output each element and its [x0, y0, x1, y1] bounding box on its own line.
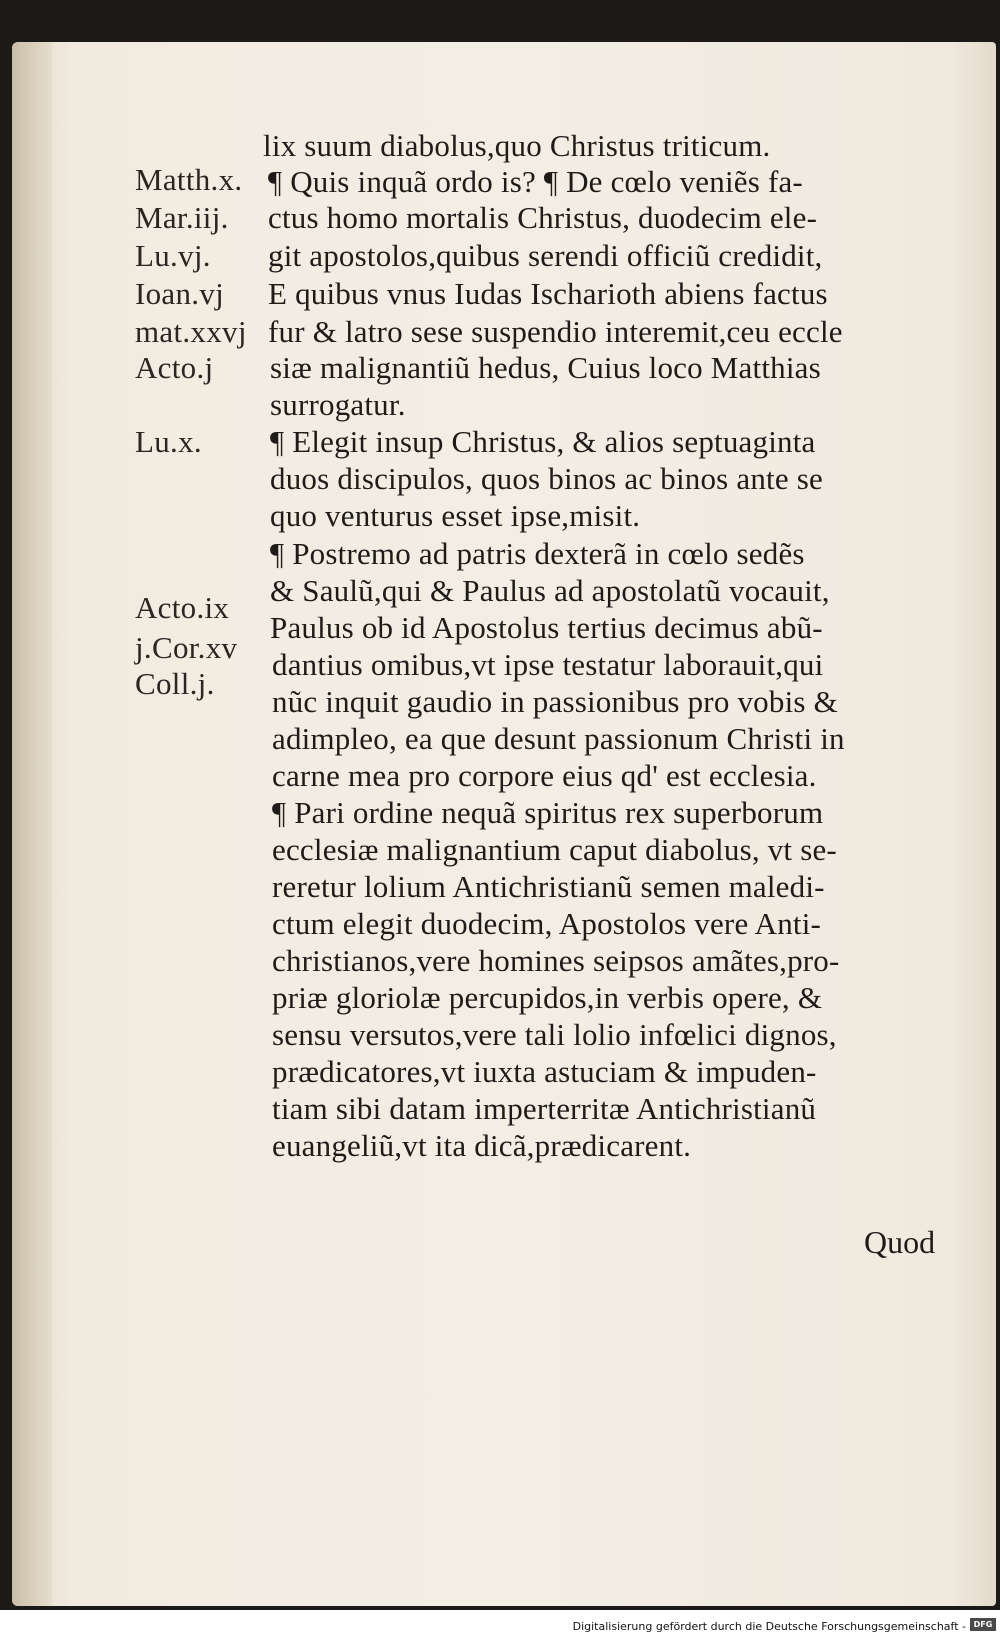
text-line: fur & latro sese suspendio interemit,ceu eccle: [268, 314, 843, 349]
text-line: reretur lolium Antichristianũ semen maledi-: [272, 869, 825, 904]
text-line: ctus homo mortalis Christus, duodecim ele-: [268, 200, 818, 235]
text-line: duos discipulos, quos binos ac binos ante se: [270, 461, 823, 496]
text-line: prædicatores,vt iuxta astuciam & impuden-: [272, 1054, 817, 1089]
margin-note: Acto.ix: [135, 590, 230, 625]
text-line: tiam sibi datam imperterritæ Antichristianũ: [272, 1091, 817, 1126]
margin-note: Coll.j.: [135, 666, 215, 701]
text-line: lix suum diabolus,quo Christus triticum.: [263, 128, 771, 163]
text-line: quo venturus esset ipse,misit.: [270, 498, 641, 533]
text-line: ecclesiæ malignantium caput diabolus, vt se-: [272, 832, 837, 867]
margin-note: Lu.vj.: [135, 238, 211, 273]
text-line: ¶ Elegit insup Christus, & alios septuaginta: [270, 424, 816, 459]
catchword: Quod: [864, 1224, 936, 1260]
text-line: carne mea pro corpore eius qd' est ecclesia.: [272, 758, 817, 793]
text-line: priæ gloriolæ percupidos,in verbis opere, &: [272, 980, 823, 1015]
margin-note: j.Cor.xv: [135, 630, 238, 665]
margin-note: Matth.x.: [135, 162, 243, 197]
text-line: Paulus ob id Apostolus tertius decimus abũ-: [270, 610, 823, 645]
text-line: E quibus vnus Iudas Ischarioth abiens factus: [268, 276, 828, 311]
text-line: ¶ Pari ordine nequã spiritus rex superborum: [272, 795, 824, 830]
text-line: surrogatur.: [270, 387, 406, 422]
text-line: adimpleo, ea que desunt passionum Christi in: [272, 721, 845, 756]
funding-credit: Digitalisierung gefördert durch die Deutsche Forschungsgemeinschaft -: [572, 1620, 966, 1633]
margin-note: mat.xxvj: [135, 314, 247, 349]
text-line: ctum elegit duodecim, Apostolos vere Anti-: [272, 906, 822, 941]
margin-note: Lu.x.: [135, 424, 202, 459]
text-line: nũc inquit gaudio in passionibus pro vobis &: [272, 684, 838, 719]
text-line: christianos,vere homines seipsos amãtes,pro-: [272, 943, 840, 978]
margin-note: Acto.j: [135, 350, 214, 385]
text-line: git apostolos,quibus serendi officiũ credidit,: [268, 238, 823, 273]
text-line: ¶ Quis inquã ordo is? ¶ De cœlo veniẽs fa-: [268, 164, 803, 199]
margin-note: Mar.iij.: [135, 200, 229, 235]
text-line: euangeliũ,vt ita dicã,prædicarent.: [272, 1128, 692, 1163]
text-line: dantius omibus,vt ipse testatur laborauit,qui: [272, 647, 824, 682]
text-line: sensu versutos,vere tali lolio infœlici dignos,: [272, 1017, 837, 1052]
text-line: & Saulũ,qui & Paulus ad apostolatũ vocauit,: [270, 573, 830, 608]
text-line: ¶ Postremo ad patris dexterã in cœlo sedẽs: [270, 536, 805, 571]
text-line: siæ malignantiũ hedus, Cuius loco Matthias: [270, 350, 821, 385]
dfg-logo: DFG: [970, 1618, 996, 1631]
page-spine-shadow: [12, 42, 52, 1606]
margin-note: Ioan.vj: [135, 276, 225, 311]
